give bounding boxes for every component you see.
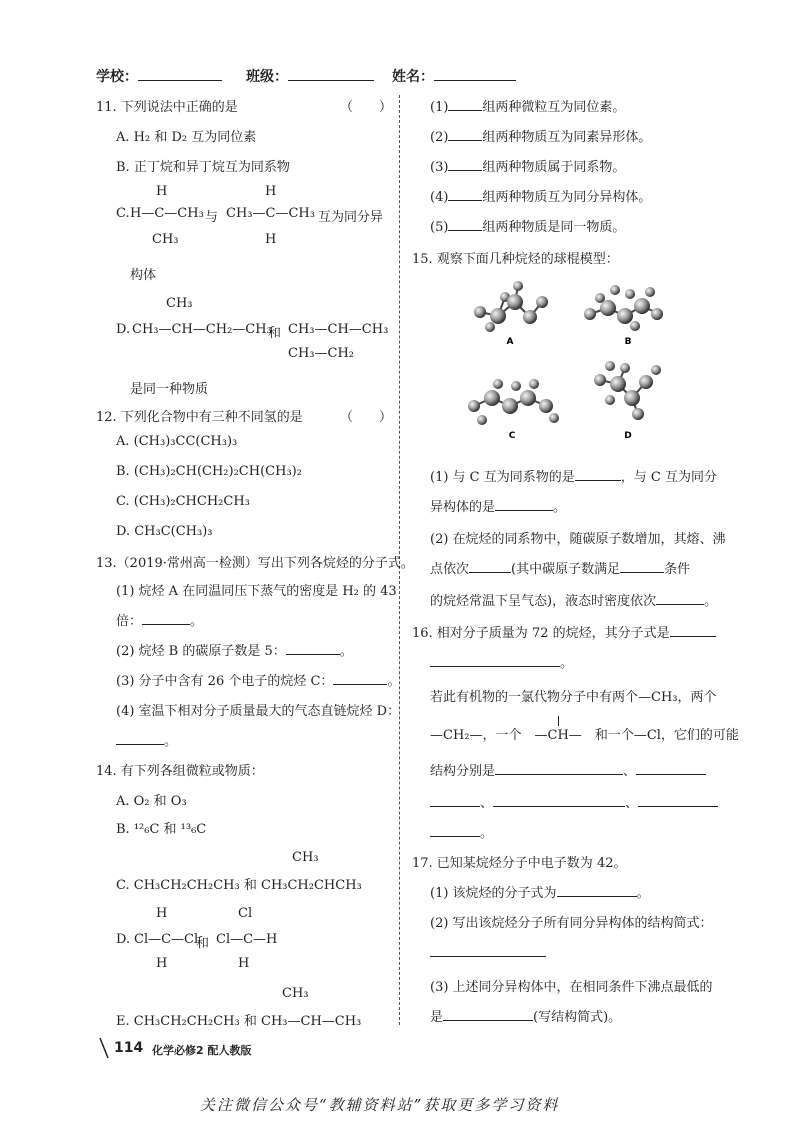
page-number: 114 — [114, 1040, 144, 1056]
q11-d-formula1-main: CH₃—CH—CH₂—CH₃ — [132, 322, 272, 337]
model-c — [468, 379, 559, 425]
q15-stem: 15. 观察下面几种烷烃的球棍模型： — [412, 252, 619, 267]
q14-blank1[interactable] — [448, 98, 482, 111]
q11-d-formula2-main: CH₃—CH—CH₃ — [288, 322, 389, 337]
q17-blank1[interactable] — [557, 884, 637, 897]
q17-sub2-blank — [430, 944, 546, 961]
q15-blank3[interactable] — [469, 560, 511, 573]
q16-p1: 若此有机物的一氯代物分子中有两个—CH₃，两个 — [430, 690, 717, 705]
q13-sub2: (2) 烷烃 B 的碳原子数是 5： 。 — [116, 644, 353, 659]
q14-blank5[interactable] — [448, 218, 482, 231]
class-label: 班级： — [246, 66, 374, 86]
q14-d-right-bottom: H — [238, 956, 250, 971]
model-d — [594, 361, 661, 420]
q11-c-formula1-bottom: CH₃ — [152, 232, 179, 247]
q14-option-d-label: D. — [116, 932, 131, 947]
model-a-label: A — [506, 337, 514, 347]
q16-p3: 结构分别是 、 — [430, 760, 706, 779]
q16-blank-formula[interactable] — [670, 624, 716, 637]
q13-sub1a: (1) 烷烃 A 在同温同压下蒸气的密度是 H₂ 的 43 — [116, 584, 397, 599]
q16-p2: —CH₂—，一个 —CH— 和一个—Cl，它们的可能 — [430, 724, 739, 743]
model-c-label: C — [508, 431, 516, 441]
school-blank[interactable] — [138, 68, 222, 81]
q14-d-left-main: Cl—C—Cl — [134, 932, 199, 947]
book-title: 化学必修2 配人教版 — [152, 1044, 252, 1057]
q12-option-b: B. (CH₃)₂CH(CH₂)₂CH(CH₃)₂ — [116, 464, 302, 479]
school-label: 学校： — [96, 66, 222, 86]
q14-result4: (4) 组两种物质互为同分异构体。 — [430, 190, 652, 205]
q16-blank-s2[interactable] — [636, 762, 706, 775]
name-blank[interactable] — [434, 68, 516, 81]
q13-sub4: (4) 室温下相对分子质量最大的气态直链烷烃 D： — [116, 704, 401, 719]
model-a — [474, 281, 548, 332]
q11-option-d-label: D. — [116, 322, 131, 337]
q14-result1: (1) 组两种微粒互为同位素。 — [430, 100, 626, 115]
q12-option-c: C. (CH₃)₂CHCH₂CH₃ — [116, 494, 250, 509]
q15-sub2c: 的烷烃常温下呈气态)，液态时密度依次 。 — [430, 594, 718, 609]
q13-blank1[interactable] — [142, 612, 190, 625]
q17-sub2: (2) 写出该烷烃分子所有同分异构体的结构简式： — [430, 916, 713, 931]
q15-blank1[interactable] — [575, 468, 621, 481]
q14-result2: (2) 组两种物质互为同素异形体。 — [430, 130, 652, 145]
q14-c-top: CH₃ — [292, 850, 319, 865]
q17-blank3[interactable] — [443, 1008, 533, 1021]
q15-sub1b: 异构体的是 。 — [430, 500, 567, 515]
q14-d-right-top: Cl — [238, 906, 253, 921]
q14-d-he: 和 — [196, 936, 210, 951]
q16-stem-cont: 。 — [430, 652, 573, 671]
q14-option-b: B. ¹²₆C 和 ¹³₆C — [116, 822, 207, 837]
q11-d-post: 是同一种物质 — [130, 382, 209, 397]
q15-blank2[interactable] — [495, 498, 553, 511]
q12-option-a: A. (CH₃)₃CC(CH₃)₃ — [116, 434, 238, 449]
q11-c-formula1-top: H — [156, 184, 168, 199]
q12-answer-paren[interactable]: （ ） — [340, 410, 393, 425]
name-label: 姓名： — [392, 66, 516, 86]
q11-c-post: 互为同分异 — [318, 210, 384, 225]
q14-option-c: C. CH₃CH₂CH₂CH₃ 和 CH₃CH₂CHCH₃ — [116, 878, 362, 893]
q11-c-yu: 与 — [205, 210, 219, 225]
q14-d-right-main: Cl—C—H — [216, 932, 278, 947]
q14-d-left-top: H — [156, 906, 168, 921]
q14-option-a: A. O₂ 和 O₃ — [116, 794, 187, 809]
q14-result5: (5) 组两种物质是同一物质。 — [430, 220, 626, 235]
q15-sub1a: (1) 与 C 互为同系物的是 ，与 C 互为同分 — [430, 470, 717, 485]
q13-sub3: (3) 分子中含有 26 个电子的烷烃 C： 。 — [116, 674, 401, 689]
q13-sub4-blank-line: 。 — [116, 730, 177, 749]
class-blank[interactable] — [288, 68, 374, 81]
q14-blank3[interactable] — [448, 158, 482, 171]
q17-sub3a: (3) 上述同分异构体中，在相同条件下沸点最低的 — [430, 980, 713, 995]
ball-stick-models — [460, 272, 680, 452]
q14-option-e: E. CH₃CH₂CH₂CH₃ 和 CH₃—CH—CH₃ — [116, 1014, 362, 1029]
model-d-label: D — [624, 431, 632, 441]
model-b — [584, 285, 663, 331]
q11-d-he: 和 — [268, 326, 282, 341]
q14-blank4[interactable] — [448, 188, 482, 201]
q11-c-formula2-top: H — [265, 184, 277, 199]
q17-stem: 17. 已知某烷烃分子中电子数为 42。 — [412, 856, 627, 871]
q11-option-b: B. 正丁烷和异丁烷互为同系物 — [116, 160, 290, 175]
q11-option-a: A. H₂ 和 D₂ 互为同位素 — [116, 130, 257, 145]
q12-stem: 12. 下列化合物中有三种不同氢的是 — [96, 410, 303, 425]
q16-ch-group: —CH— — [535, 728, 582, 743]
q17-sub3b: 是 (写结构简式)。 — [430, 1010, 622, 1025]
q14-d-left-bottom: H — [156, 956, 168, 971]
q14-stem: 14. 有下列各组微粒或物质： — [96, 764, 264, 779]
page-corner-slash — [96, 1036, 112, 1060]
q15-sub2b: 点依次 (其中碳原子数满足 条件 — [430, 562, 691, 577]
q14-e-top: CH₃ — [282, 986, 309, 1001]
q17-sub1: (1) 该烷烃的分子式为 。 — [430, 886, 650, 901]
q16-blank-s3[interactable] — [430, 794, 480, 807]
q16-ch-bond — [558, 716, 559, 726]
q13-blank4[interactable] — [116, 732, 164, 745]
q15-blank5[interactable] — [656, 592, 704, 605]
q16-blank-formula-cont[interactable] — [430, 654, 560, 667]
q11-c-formula1-main: H—C—CH₃ — [130, 206, 204, 221]
q11-d-formula1-top: CH₃ — [166, 296, 193, 311]
footer-note: 关注微信公众号“教辅资料站”获取更多学习资料 — [200, 1096, 560, 1114]
q14-blank2[interactable] — [448, 128, 482, 141]
q11-c-formula2-bottom: H — [265, 232, 277, 247]
q13-stem: 13.（2019·常州高一检测）写出下列各烷烃的分子式。 — [96, 556, 414, 571]
q11-answer-paren[interactable]: （ ） — [340, 100, 393, 115]
q14-result3: (3) 组两种物质属于同系物。 — [430, 160, 626, 175]
q16-blank-s4[interactable] — [493, 794, 625, 807]
q11-c-formula2-main: CH₃—C—CH₃ — [226, 206, 315, 221]
q17-blank2[interactable] — [430, 944, 546, 957]
q13-blank3[interactable] — [333, 672, 387, 685]
q16-stem: 16. 相对分子质量为 72 的烷烃，其分子式是 — [412, 622, 716, 641]
q15-blank4[interactable] — [620, 560, 664, 573]
model-b-label: B — [624, 337, 632, 347]
q15-sub2a: (2) 在烷烃的同系物中，随碳原子数增加，其熔、沸 — [430, 532, 726, 547]
q11-d-formula2-bottom: CH₃—CH₂ — [288, 346, 354, 361]
q16-p4: 、 、 — [430, 792, 718, 811]
q16-blank-s1[interactable] — [495, 762, 623, 775]
q13-sub1b: 倍： 。 — [116, 614, 204, 629]
q16-p5: 。 — [430, 822, 493, 841]
q16-blank-s5[interactable] — [638, 794, 718, 807]
q13-blank2[interactable] — [286, 642, 340, 655]
q11-stem: 11. 下列说法中正确的是 — [96, 100, 238, 115]
q16-blank-s6[interactable] — [430, 824, 480, 837]
q11-c-cont: 构体 — [130, 268, 157, 283]
q11-option-c-label: C. — [116, 206, 130, 221]
q12-option-d: D. CH₃C(CH₃)₃ — [116, 524, 213, 539]
